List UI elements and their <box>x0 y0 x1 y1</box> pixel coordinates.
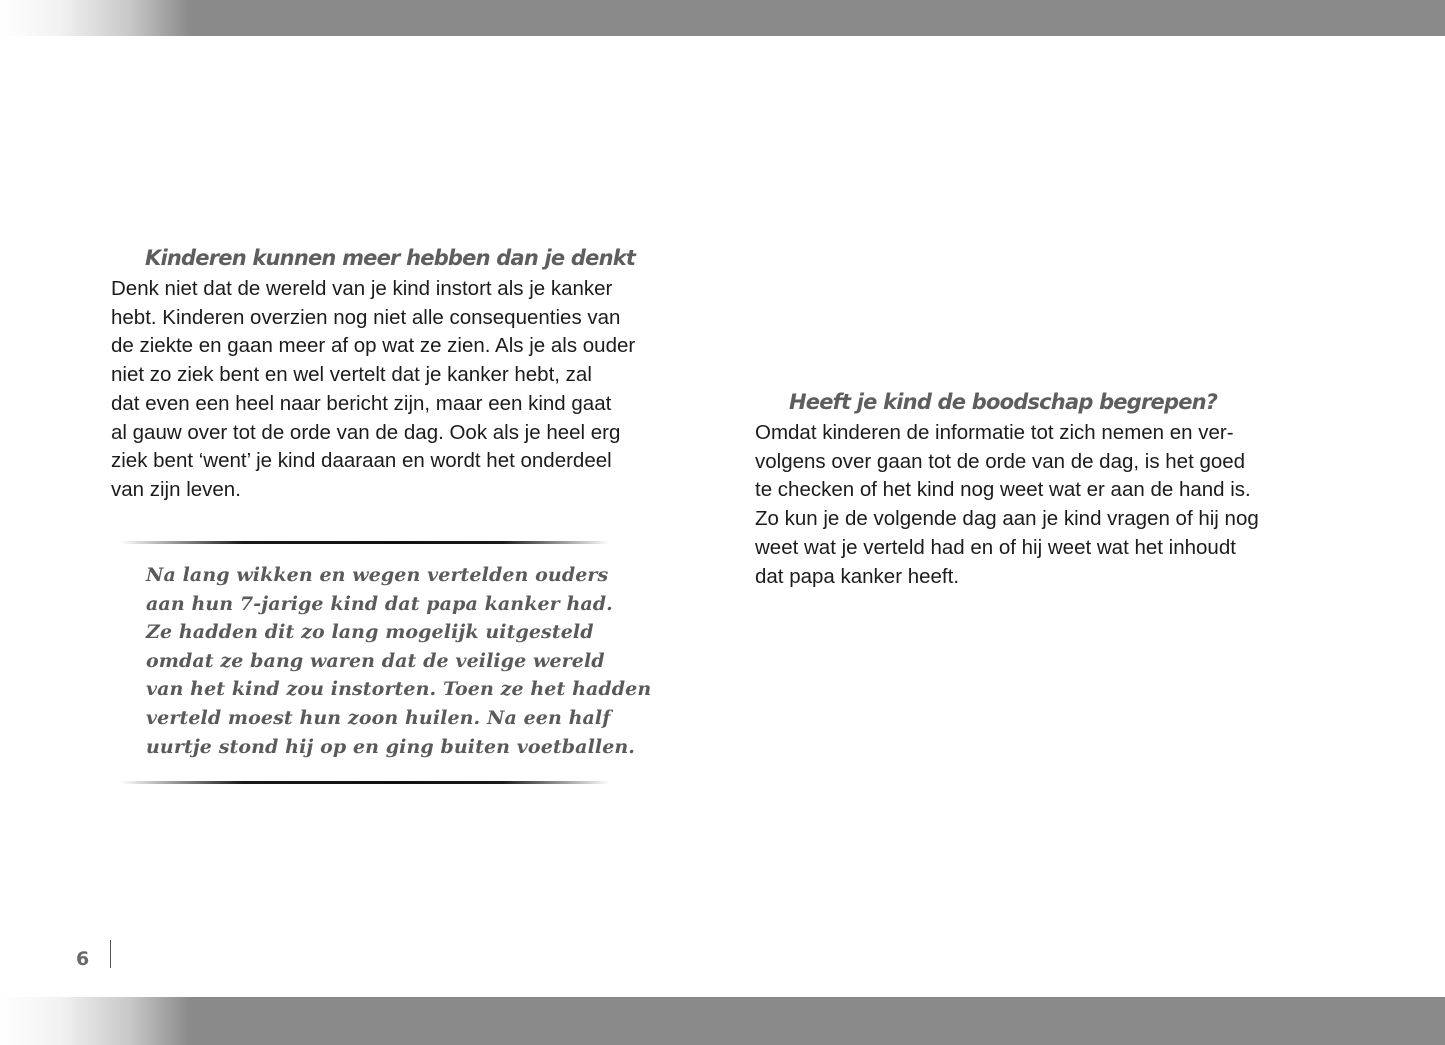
right-paragraph-line: weet wat je verteld had en of hij weet wat het inhoudt <box>755 535 1236 559</box>
left-paragraph-line: niet zo ziek bent en wel vertelt dat je kanker hebt, zal <box>111 363 592 387</box>
right-paragraph-line: Zo kun je de volgende dag aan je kind vragen of hij nog <box>755 507 1259 531</box>
quote-line: Na lang wikken en wegen vertelden ouders <box>146 564 609 586</box>
left-paragraph-line: van zijn leven. <box>111 477 241 501</box>
left-paragraph-line: hebt. Kinderen overzien nog niet alle consequenties van <box>111 305 621 329</box>
left-text-section <box>111 243 636 505</box>
right-section-heading: Heeft je kind de boodschap begrepen? <box>789 390 1218 414</box>
left-paragraph-line: dat even een heel naar bericht zijn, maar een kind gaat <box>111 391 612 415</box>
right-text-section <box>755 387 1259 591</box>
quote-line: verteld moest hun zoon huilen. Na een half <box>146 706 611 729</box>
example-quote-box <box>120 541 652 787</box>
quote-line: Ze hadden dit zo lang mogelijk uitgesteld <box>146 621 594 644</box>
quote-line: aan hun 7-jarige kind dat papa kanker had. <box>146 592 613 615</box>
quote-line: omdat ze bang waren dat de veilige wereld <box>146 649 605 672</box>
quote-top-rule <box>120 541 610 544</box>
bottom-decorative-band <box>0 997 1445 1045</box>
quote-text <box>146 561 651 761</box>
left-paragraph-line: al gauw over tot de orde van de dag. Ook als je heel erg <box>111 420 621 444</box>
right-paragraph-line: volgens over gaan tot de orde van de dag, is het goed <box>755 449 1246 473</box>
right-paragraph-line: Omdat kinderen de informatie tot zich nemen en ver- <box>755 421 1234 444</box>
top-decorative-band <box>0 0 1445 36</box>
left-paragraph-line: de ziekte en gaan meer af op wat ze zien. Als je als ouder <box>111 334 636 358</box>
quote-line: van het kind zou instorten. Toen ze het hadden <box>146 678 652 701</box>
left-section-heading: Kinderen kunnen meer hebben dan je denkt <box>145 246 636 270</box>
page-number: 6 <box>76 948 90 970</box>
left-paragraph-line: Denk niet dat de wereld van je kind instort als je kanker <box>111 277 613 300</box>
quote-bottom-rule <box>120 781 610 784</box>
right-paragraph-line: dat papa kanker heeft. <box>755 564 960 588</box>
quote-line: uurtje stond hij op en ging buiten voetballen. <box>146 735 636 758</box>
page-number-divider <box>110 940 111 968</box>
right-paragraph-line: te checken of het kind nog weet wat er aan de hand is. <box>755 478 1251 502</box>
left-paragraph-line: ziek bent ‘went’ je kind daaraan en wordt het onderdeel <box>111 449 612 473</box>
